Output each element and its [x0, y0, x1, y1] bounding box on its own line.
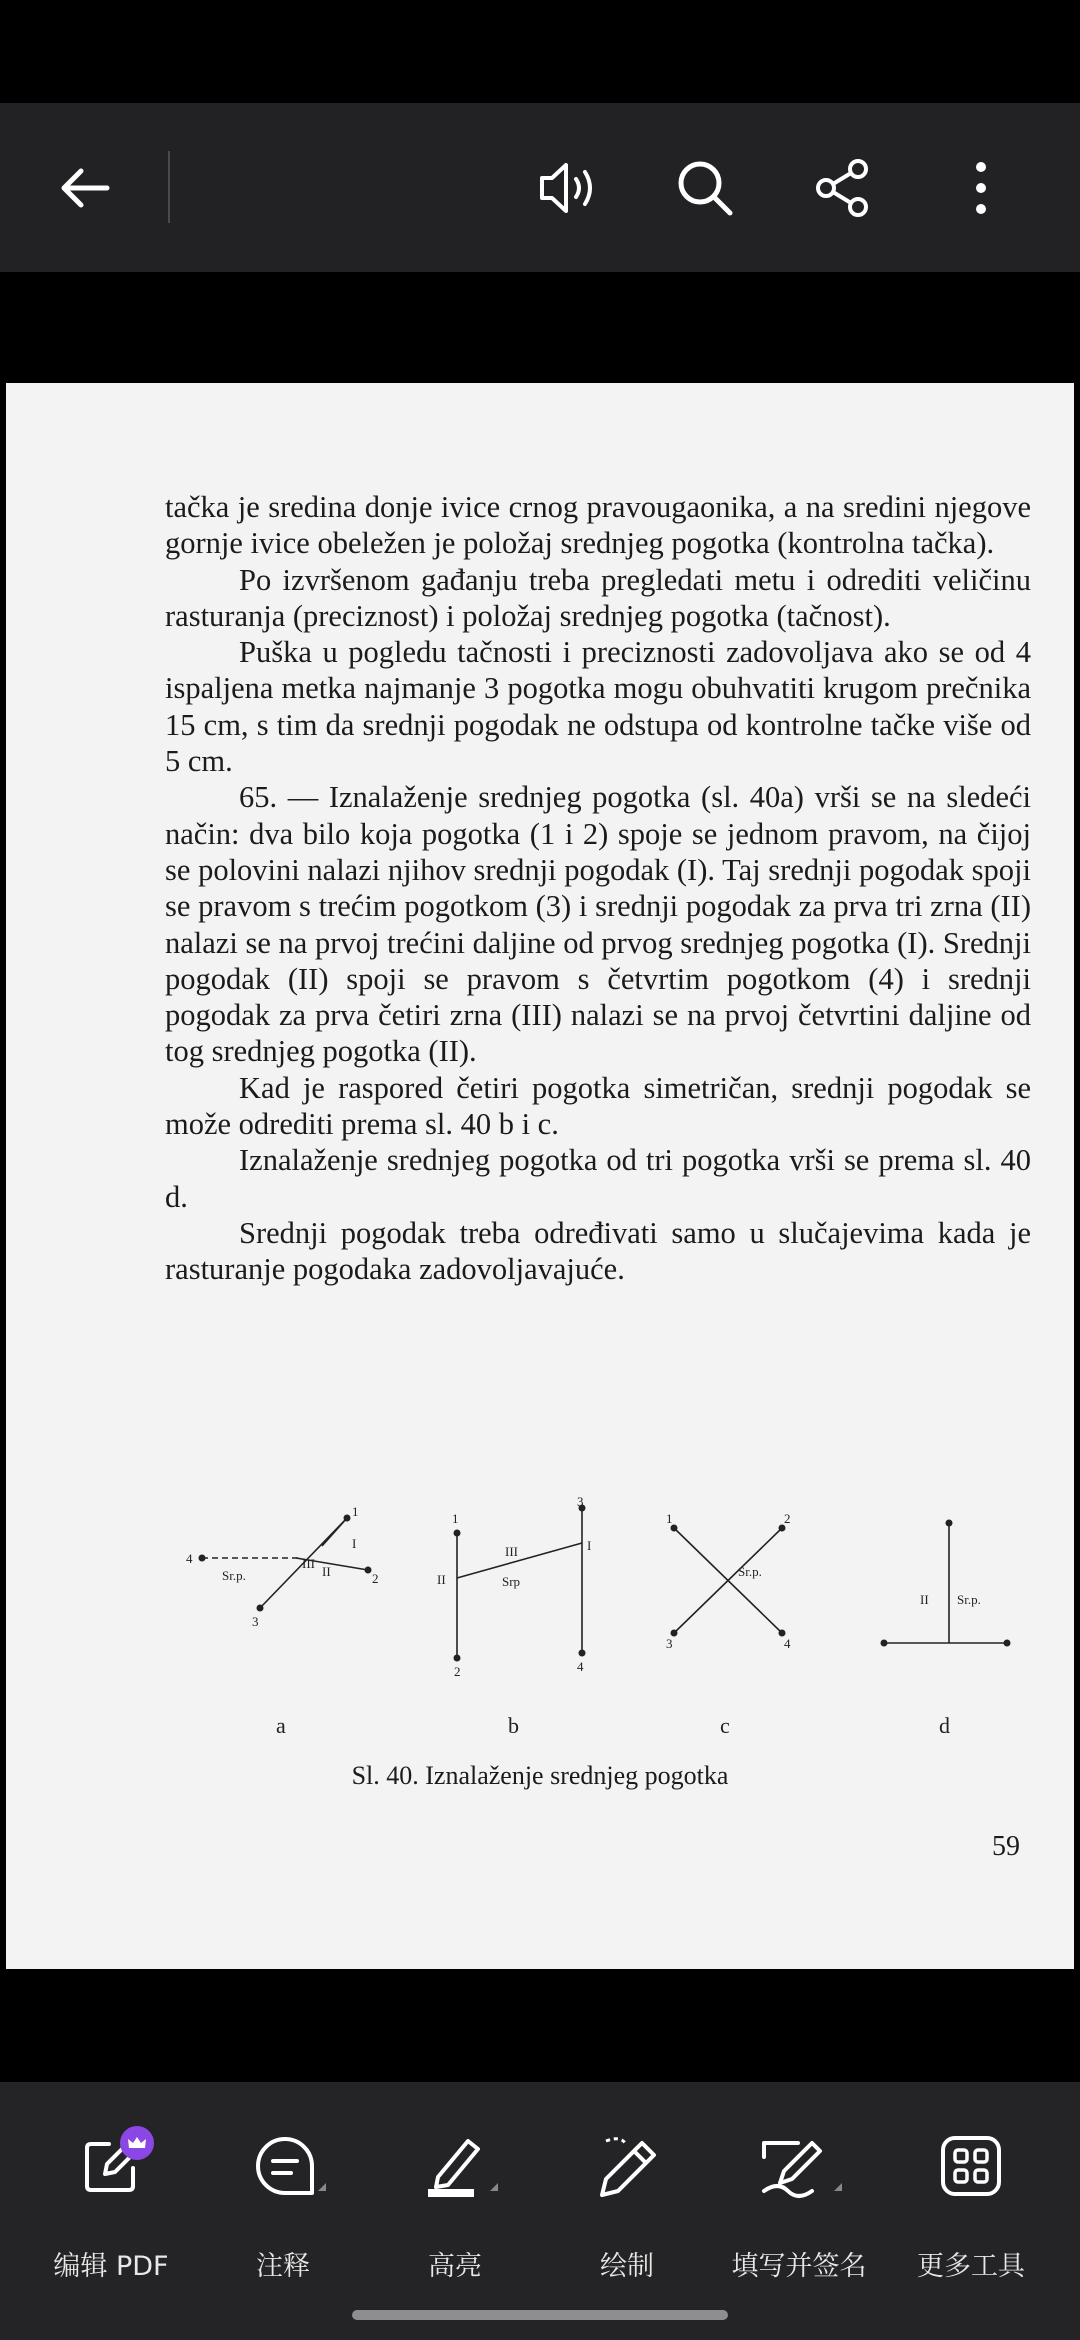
paragraph: Iznalaženje srednjeg pogotka od tri pogotka vrši se prema sl. 40 d.	[165, 1143, 1031, 1214]
more-vert-icon	[966, 155, 996, 221]
fig-d-srp: Sr.p.	[957, 1592, 981, 1607]
pdf-page[interactable]	[6, 383, 1074, 1969]
fig-a-roman-2: II	[322, 1564, 331, 1579]
fig-a-num-4: 4	[186, 1551, 193, 1566]
fig-label-b: b	[508, 1713, 519, 1738]
page-number: 59	[992, 1831, 1020, 1862]
tool-label: 更多工具	[917, 2251, 1025, 2282]
share-icon	[810, 155, 876, 221]
fig-b-roman-2: II	[437, 1572, 446, 1587]
paragraph: tačka je sredina donje ivice crnog pravougaonika, a na sredini njegove gornje ivice obeležen je položaj srednjeg pogotka (kontrolna tačka).	[165, 490, 1031, 561]
bottom-toolbar	[0, 2082, 1080, 2340]
fig-c-num-1: 1	[666, 1511, 673, 1526]
search-button[interactable]	[660, 143, 750, 233]
top-toolbar	[0, 103, 1080, 273]
fig-a-srp: Sr.p.	[222, 1568, 246, 1583]
page-body-text	[165, 489, 1031, 1288]
tool-label: 注释	[256, 2251, 310, 2282]
tool-more-tools[interactable]	[885, 2126, 1057, 2306]
annotation-icon	[238, 2131, 328, 2201]
document-viewer[interactable]	[0, 272, 1080, 2082]
back-button[interactable]	[40, 143, 130, 233]
figure-caption: Sl. 40. Iznalaženje srednjeg pogotka	[351, 1761, 729, 1790]
paragraph: Kad je raspored četiri pogotka simetričan, srednji pogodak se može odrediti prema sl. 40 b i c.	[165, 1070, 1031, 1142]
figure-40	[172, 1494, 1052, 1748]
home-indicator[interactable]	[352, 2310, 728, 2320]
read-aloud-button[interactable]	[522, 143, 612, 233]
fig-label-c: c	[720, 1713, 730, 1738]
share-button[interactable]	[798, 143, 888, 233]
more-tools-icon	[939, 2134, 1003, 2198]
draw-icon	[592, 2131, 662, 2201]
fig-a-num-1: 1	[352, 1504, 359, 1519]
fig-a-roman-1: I	[352, 1536, 357, 1551]
tool-draw[interactable]	[541, 2126, 713, 2306]
fig-a-num-3: 3	[252, 1614, 259, 1629]
fig-b-num-3: 3	[577, 1494, 584, 1509]
tool-label: 编辑 PDF	[53, 2251, 169, 2282]
fig-b-srp: Srp	[502, 1574, 521, 1589]
tool-annotation[interactable]	[197, 2126, 369, 2306]
fig-c-num-2: 2	[784, 1511, 791, 1526]
paragraph: Puška u pogledu tačnosti i preciznosti zadovoljava ako se od 4 ispaljena metka najmanje 3 pogotka mogu obuhvatiti krugom prečnika 15 cm, s tim da srednji pogodak ne odstupa od kontrolne tačke više od 5 cm.	[165, 635, 1031, 779]
more-options-button[interactable]	[936, 143, 1026, 233]
fig-b-num-2: 2	[454, 1664, 461, 1679]
fig-label-d: d	[939, 1713, 950, 1738]
paragraph: Srednji pogodak treba određivati samo u slučajevima kada je rasturanje pogodaka zadovoljavajuće.	[165, 1215, 1031, 1287]
fig-a-roman-3: III	[302, 1556, 315, 1571]
tool-fill-sign[interactable]	[713, 2126, 885, 2306]
fig-c-num-3: 3	[666, 1636, 673, 1651]
tool-highlight[interactable]	[369, 2126, 541, 2306]
toolbar-divider	[168, 151, 170, 223]
fig-c-srp: Sr.p.	[738, 1564, 762, 1579]
back-arrow-icon	[55, 158, 115, 218]
fig-b-num-4: 4	[577, 1659, 584, 1674]
read-aloud-icon	[532, 153, 602, 223]
fig-b-num-1: 1	[452, 1511, 459, 1526]
premium-crown-icon	[120, 2126, 154, 2160]
fig-b-roman-3: III	[505, 1544, 518, 1559]
fig-b-roman-1: I	[587, 1538, 592, 1553]
paragraph: Po izvršenom gađanju treba pregledati metu i odrediti veličinu rasturanja (preciznost) i položaj srednjeg pogotka (tačnost).	[165, 562, 1031, 633]
tool-label: 填写并签名	[731, 2251, 867, 2282]
paragraph: 65. — Iznalaženje srednjeg pogotka (sl. 40a) vrši se na sledeći način: dva bilo koja pogotka (1 i 2) spoje se jednom pravom, na čijoj se polovini nalazi njihov srednji pogodak (I). Taj srednji pogodak spoji se pravom s trećim pogotkom (3) i srednji pogodak za prva tri zrna (II) nalazi se na prvoj trećini daljine od prvog srednjeg pogotka (I). Srednji pogodak (II) spoji se pravom s četvrtim pogotkom (4) i srednji pogodak za prva četiri zrna (III) nalazi se na prvoj četvrtini daljine od tog srednjeg pogotka (II).	[165, 780, 1031, 1069]
search-icon	[672, 155, 738, 221]
fill-sign-icon	[754, 2131, 844, 2201]
status-bar	[0, 0, 1080, 103]
tool-label: 高亮	[428, 2251, 482, 2282]
fig-a-num-2: 2	[372, 1571, 379, 1586]
fig-c-num-4: 4	[784, 1636, 791, 1651]
fig-label-a: a	[276, 1713, 286, 1738]
tool-edit-pdf[interactable]	[25, 2126, 197, 2306]
highlight-icon	[410, 2131, 500, 2201]
tool-label: 绘制	[600, 2251, 654, 2282]
fig-d-roman-2: II	[920, 1592, 929, 1607]
